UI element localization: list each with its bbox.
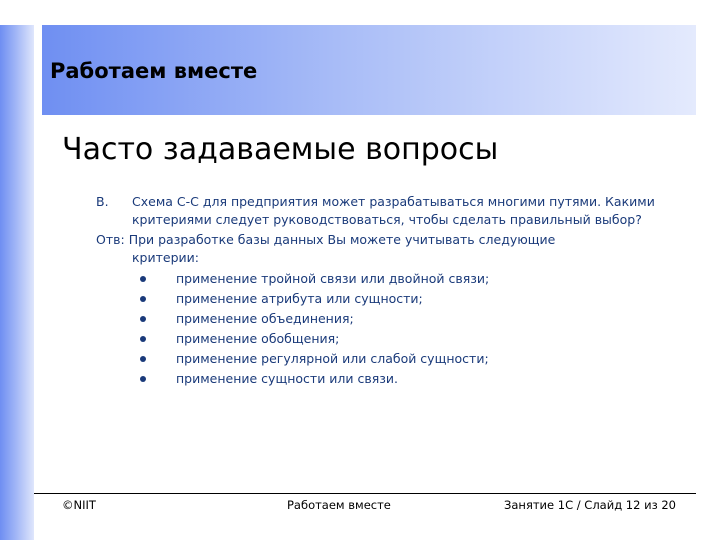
list-item-text: применение тройной связи или двойной связи;: [176, 271, 490, 286]
footer-slide-number: Занятие 1С / Слайд 12 из 20: [504, 498, 676, 512]
list-item: [130, 369, 686, 389]
footer-divider: [34, 493, 696, 494]
question-text: Схема С-С для предприятия может разрабатываться многими путями. Какими критериями следует руководствоваться, чтобы сделать правильный выбор?: [132, 194, 655, 227]
footer-copyright: ©NIIT: [62, 498, 96, 512]
answer-continuation: критерии:: [132, 249, 199, 265]
list-item: [130, 309, 686, 329]
list-item-text: применение сущности или связи.: [176, 371, 399, 386]
list-item: [130, 329, 686, 349]
bullet-icon: [140, 356, 146, 362]
list-item-text: применение обобщения;: [176, 331, 340, 346]
bullet-icon: [140, 376, 146, 382]
list-item-text: применение объединения;: [176, 311, 354, 326]
list-item-text: применение атрибута или сущности;: [176, 291, 423, 306]
bullet-icon: [140, 276, 146, 282]
bullet-icon: [140, 336, 146, 342]
list-item: [130, 289, 686, 309]
answer-label: Отв:: [96, 232, 125, 247]
criteria-list: [96, 269, 686, 389]
list-item: [130, 269, 686, 289]
left-decorative-bar: [0, 25, 34, 540]
list-item: [130, 349, 686, 369]
answer-first-line: При разработке базы данных Вы можете учитывать следующие: [128, 232, 556, 247]
bullet-icon: [140, 296, 146, 302]
question-block: [96, 193, 686, 228]
slide-content: [96, 193, 686, 389]
footer-course-title: Работаем вместе: [287, 498, 391, 512]
list-item-text: применение регулярной или слабой сущности;: [176, 351, 489, 366]
question-label: В.: [96, 194, 109, 209]
answer-first-line-row: [96, 231, 686, 249]
header-title: Работаем вместе: [50, 59, 258, 83]
answer-block: [96, 231, 686, 266]
bullet-icon: [140, 316, 146, 322]
slide-title: Часто задаваемые вопросы: [62, 132, 499, 167]
